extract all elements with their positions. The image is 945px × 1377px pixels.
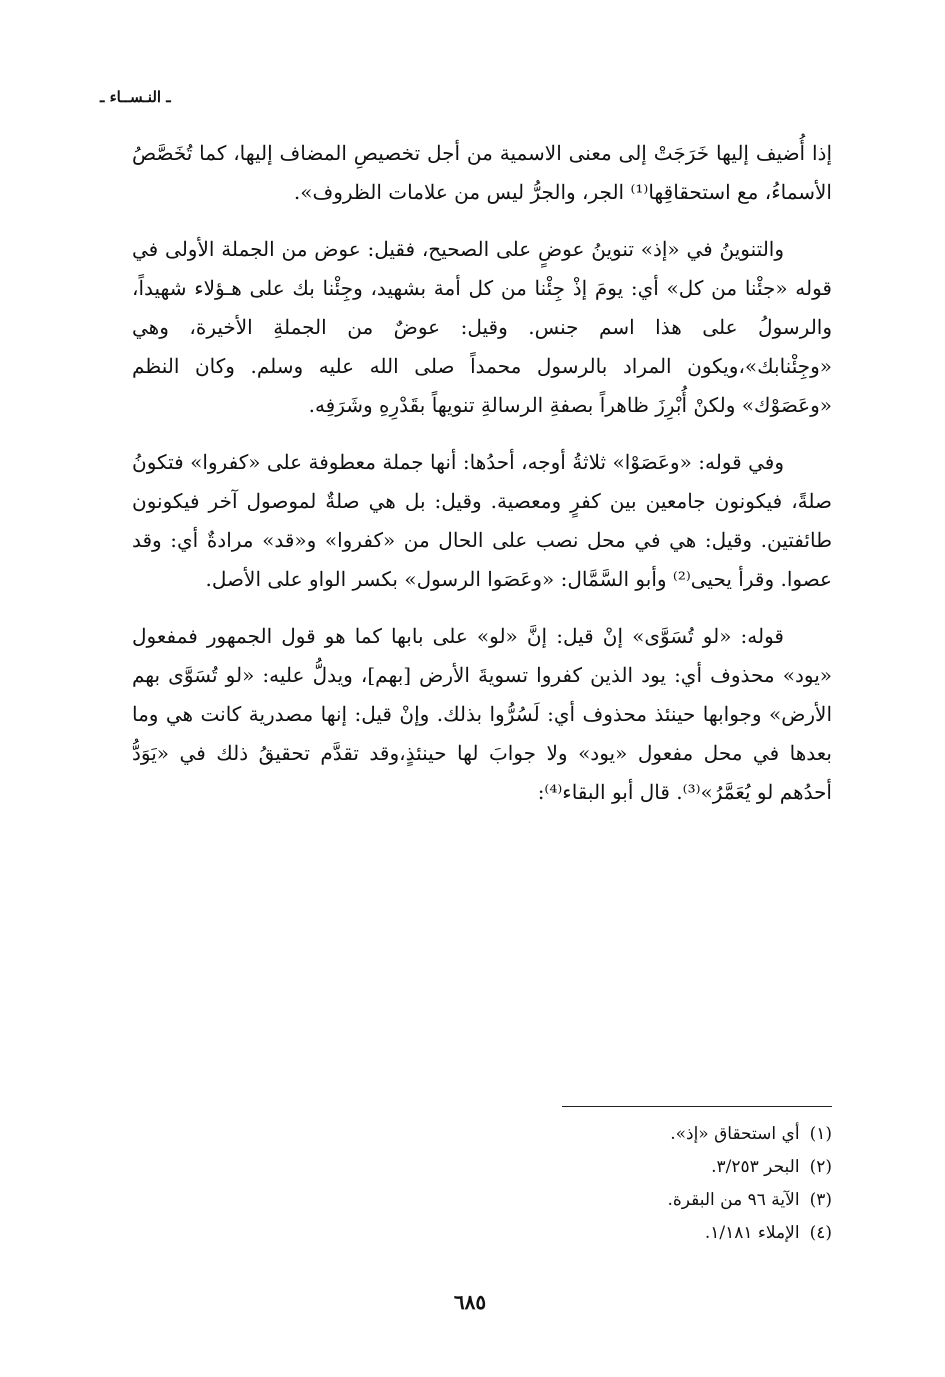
paragraph-2: والتنوينُ في «إذ» تنوينُ عوضٍ على الصحيح، فقيل: عوض من الجملة الأولى في قوله «جئْنا من كل» أي: يومَ إذْ جِئْنا من كل أمة بشهيد، وجِئْنا بك على هـؤلاء شهيداً، والرسولُ على هذا اسم جنس. وقيل: عوضٌ من الجملةِ الأخيرة، وهي «وجِئْنابك»،ويكون المراد بالرسول محمداً صلى الله عليه وسلم. وكان النظم «وعَصَوْك» ولكنْ أُبْرِزَ ظاهراً بصفةِ الرسالةِ تنويهاً بقَدْرِهِ وشَرَفِه. [132, 237, 832, 417]
footnote-number: (٤) [809, 1223, 832, 1243]
running-header: ـ النـســاء ـ [100, 88, 171, 106]
page-number: ٦٨٥ [453, 1290, 487, 1314]
paragraph-4: قوله: «لو تُسَوَّى» إنْ قيل: إنَّ «لو» على بابها كما هو قول الجمهور فمفعول «يود» محذوف أي: يود الذين كفروا تسويةَ الأرض [بهم]، ويدلُّ عليه: «لو تُسَوَّى بهم الأرض» وجوابها حينئذ محذوف أي: لَسُرُّوا بذلك. وإنْ قيل: إنها مصدرية كانت هي وما بعدها في محل مفعول «يود» ولا جوابَ لها حينئذٍ،وقد تقدَّم تحقيقُ ذلك في «يَوَدُّ أحدُهم لو يُعَمَّرُ»⁽³⁾. قال أبو البقاء⁽⁴⁾: [132, 624, 832, 804]
footnote-number: (١) [809, 1124, 832, 1144]
footnote-separator [562, 1106, 832, 1107]
footnote-4 [400, 1217, 832, 1250]
footnote-text: الإملاء ١/١٨١. [704, 1223, 800, 1243]
footnote-3 [400, 1184, 832, 1217]
paragraph-3: وفي قوله: «وعَصَوْا» ثلاثةُ أوجه، أحدُها: أنها جملة معطوفة على «كفروا» فتكونُ صلةً، فيكونون جامعين بين كفرٍ ومعصية. وقيل: بل هي صلةٌ لموصول آخر فيكونون طائفتين. وقيل: هي في محل نصب على الحال من «كفروا» و«قد» مرادةٌ أي: وقد عصوا. وقرأ يحيى⁽²⁾ وأبو السَّمَّال: «وعَصَوا الرسول» بكسر الواو على الأصل. [132, 450, 832, 591]
footnote-number: (٢) [809, 1157, 832, 1177]
footnote-2 [400, 1151, 832, 1184]
footnote-text: أي استحقاق «إذ». [670, 1124, 800, 1144]
footnote-1 [400, 1118, 832, 1151]
footnotes [400, 1118, 832, 1250]
paragraph-1: إذا أُضيف إليها خَرَجَتْ إلى معنى الاسمية من أجل تخصيصِ المضاف إليها، كما تُخَصَّصُ الأسماءُ، مع استحقاقِها⁽¹⁾ الجر، والجرُّ ليس من علامات الظروف». [132, 141, 832, 204]
footnote-number: (٣) [809, 1190, 832, 1210]
footnote-text: البحر ٣/٢٥٣. [711, 1157, 800, 1177]
main-text [132, 134, 832, 812]
footnote-text: الآية ٩٦ من البقرة. [667, 1190, 800, 1210]
